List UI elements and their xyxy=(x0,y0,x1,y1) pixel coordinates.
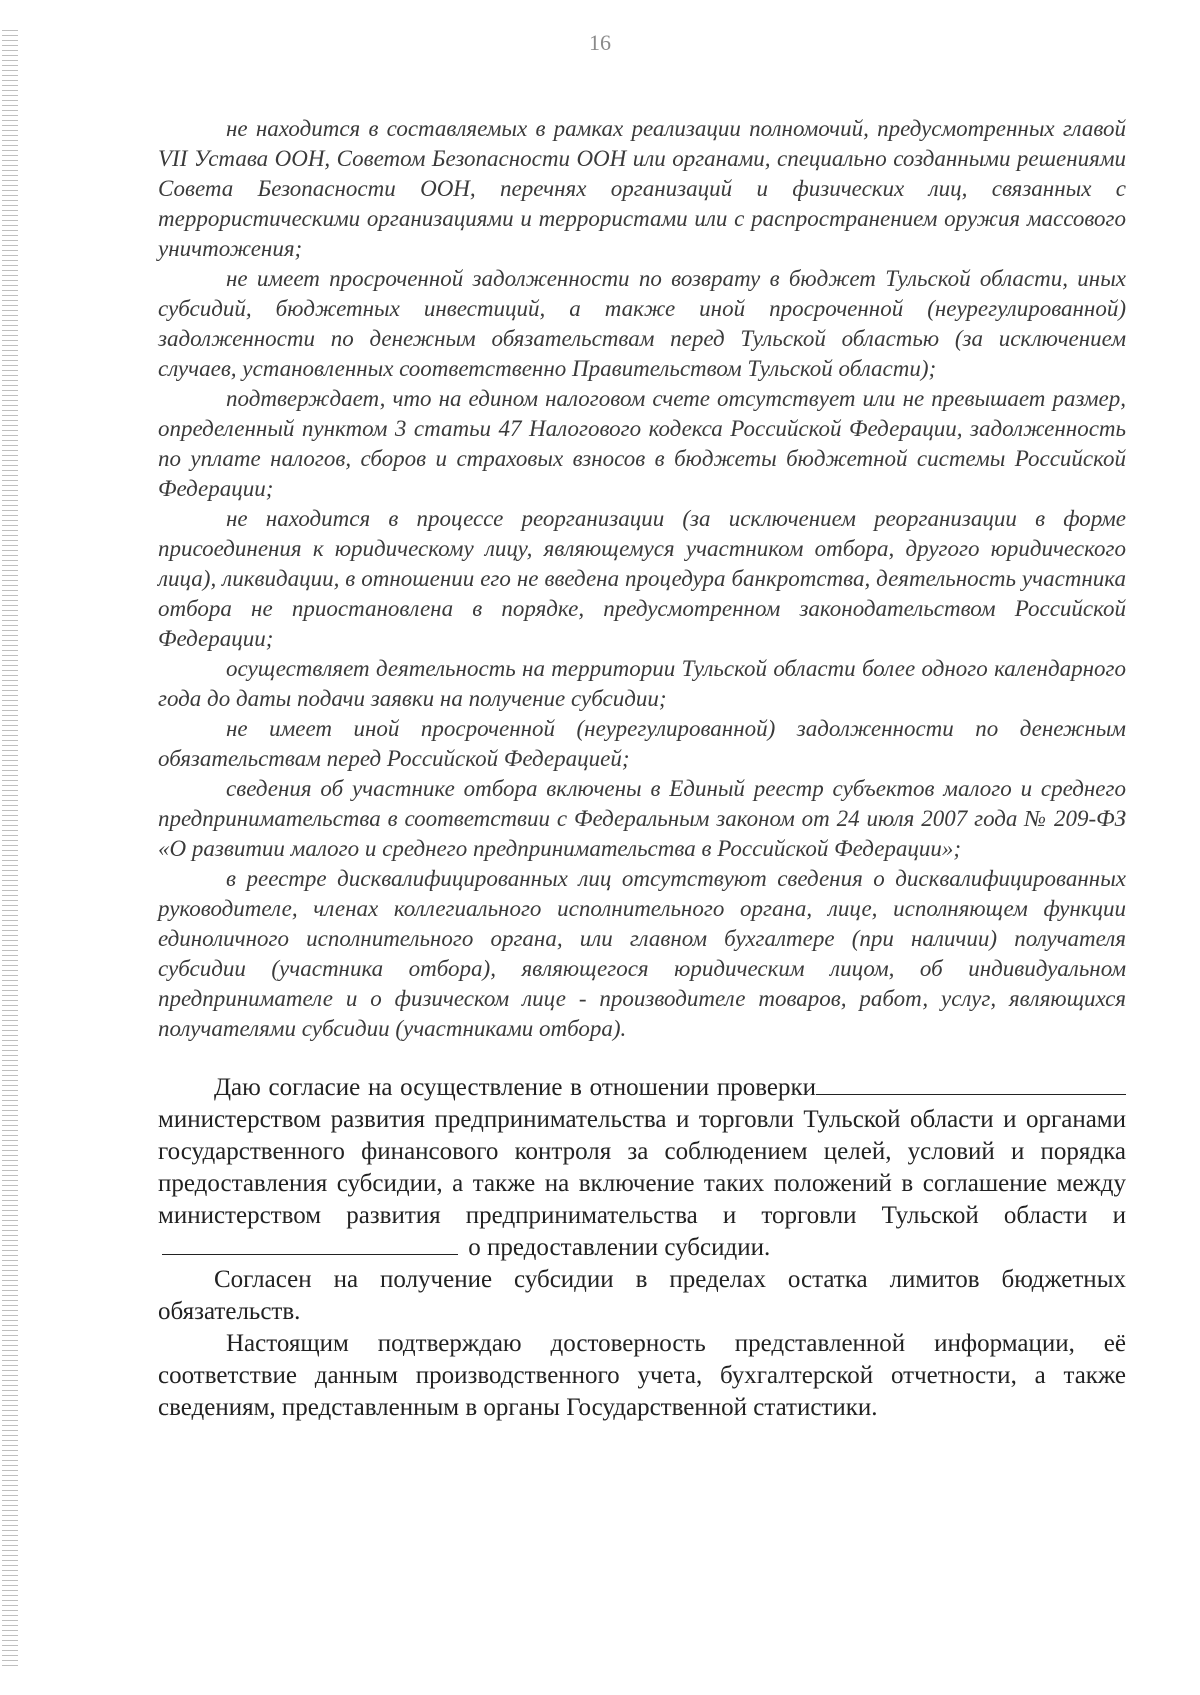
binding-edge xyxy=(2,30,18,1670)
consent-text-middle: проверки министерством развития предпринимательства и торговли Тульской области и органами государственного финансового контроля за соблюдением целей, условий и порядка предоставления субсидии, а также на включение таких положений в соглашение между министерством развития предпринимательства и торговли Тульской области и xyxy=(158,1074,1126,1229)
agreement-party-blank[interactable] xyxy=(162,1232,458,1255)
consent-text-end: о предоставлении субсидии. xyxy=(468,1234,771,1261)
agreement-paragraph: Согласен на получение субсидии в пределах остатка лимитов бюджетных обязательств. xyxy=(158,1266,1126,1325)
requirement-item: не имеет иной просроченной (неурегулированной) задолженности по денежным обязательствам перед Российской Федерацией; xyxy=(158,716,1126,771)
requirement-item: осуществляет деятельность на территории Тульской области более одного календарного года до даты подачи заявки на получение субсидии; xyxy=(158,656,1126,711)
confirmation-paragraph: Настоящим подтверждаю достоверность представленной информации, её соответствие данным производственного учета, бухгалтерской отчетности, а также сведениям, представленным в органы Государственной статистики. xyxy=(158,1330,1126,1421)
requirements-list xyxy=(158,114,1126,1044)
document-body xyxy=(158,114,1126,1424)
requirement-item: не имеет просроченной задолженности по возврату в бюджет Тульской области, иных субсидий, бюджетных инвестиций, а также иной просроченной (неурегулированной) задолженности по денежным обязательствам перед Тульской областью (за исключением случаев, установленных соответственно Правительством Тульской области); xyxy=(158,266,1126,381)
consent-text-start: Даю согласие на осуществление в отношении xyxy=(214,1074,710,1101)
requirement-item: в реестре дисквалифицированных лиц отсутствуют сведения о дисквалифицированных руководителе, членах коллегиального исполнительного органа, лице, исполняющем функции единоличного исполнительного органа, или главном бухгалтере (при наличии) получателя субсидии (участника отбора), являющегося юридическим лицом, об индивидуальном предпринимателе и о физическом лице - производителе товаров, работ, услуг, являющихся получателями субсидии (участниками отбора). xyxy=(158,866,1126,1041)
page-number: 16 xyxy=(589,30,611,55)
recipient-name-blank[interactable] xyxy=(816,1072,1126,1095)
requirement-item: не находится в составляемых в рамках реализации полномочий, предусмотренных главой VII Устава ООН, Советом Безопасности ООН или органами, специально созданными решениями Совета Безопасности ООН, перечнях организаций и физических лиц, связанных с террористическими организациями и террористами или с распространением оружия массового уничтожения; xyxy=(158,116,1126,261)
requirement-item: подтверждает, что на едином налоговом счете отсутствует или не превышает размер, определенный пунктом 3 статьи 47 Налогового кодекса Российской Федерации, задолженность по уплате налогов, сборов и страховых взносов в бюджеты бюджетной системы Российской Федерации; xyxy=(158,386,1126,501)
requirement-item: сведения об участнике отбора включены в Единый реестр субъектов малого и среднего предпринимательства в соответствии с Федеральным законом от 24 июля 2007 года № 209-ФЗ «О развитии малого и среднего предпринимательства в Российской Федерации»; xyxy=(158,776,1126,861)
consent-section xyxy=(158,1072,1126,1424)
consent-paragraph xyxy=(158,1072,1126,1264)
requirement-item: не находится в процессе реорганизации (за исключением реорганизации в форме присоединения к юридическому лицу, являющемуся участником отбора, другого юридического лица), ликвидации, в отношении его не введена процедура банкротства, деятельность участника отбора не приостановлена в порядке, предусмотренном законодательством Российской Федерации; xyxy=(158,506,1126,651)
